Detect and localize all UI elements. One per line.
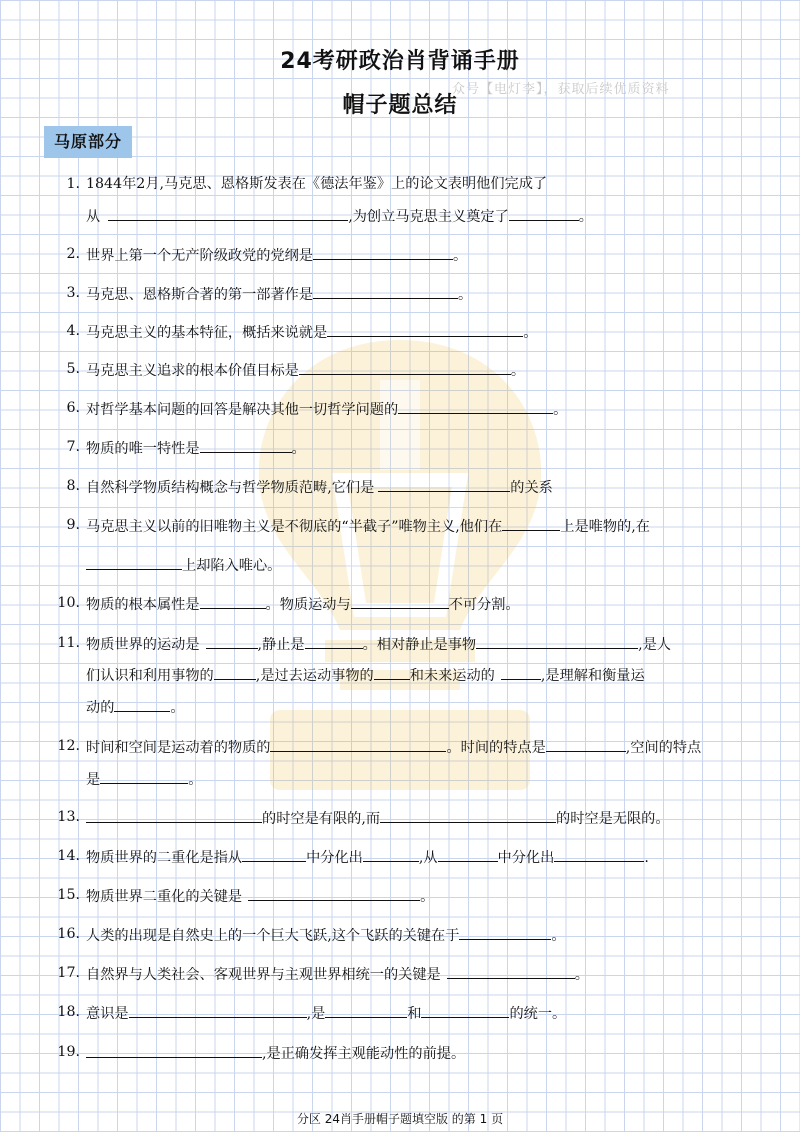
answer-blank[interactable] — [509, 204, 579, 221]
answer-blank[interactable] — [447, 962, 575, 979]
answer-blank[interactable] — [206, 632, 258, 649]
answer-blank[interactable] — [86, 553, 182, 570]
question-number: 1. — [66, 176, 80, 192]
answer-blank[interactable] — [214, 663, 256, 680]
answer-blank[interactable] — [305, 632, 363, 649]
answer-blank[interactable] — [108, 204, 348, 221]
answer-blank[interactable] — [248, 884, 420, 901]
answer-blank[interactable] — [129, 1001, 307, 1018]
answer-blank[interactable] — [380, 806, 556, 823]
answer-blank[interactable] — [270, 735, 446, 752]
document-title: 24考研政治肖背诵手册 — [280, 49, 520, 74]
document-subtitle: 帽子题总结 — [342, 93, 458, 118]
answer-blank[interactable] — [114, 695, 170, 712]
answer-blank[interactable] — [325, 1001, 407, 1018]
answer-blank[interactable] — [501, 663, 541, 680]
answer-blank[interactable] — [459, 923, 551, 940]
answer-blank[interactable] — [200, 592, 266, 609]
answer-blank[interactable] — [476, 632, 638, 649]
answer-blank[interactable] — [363, 845, 419, 862]
answer-blank[interactable] — [554, 845, 644, 862]
answer-blank[interactable] — [299, 358, 511, 375]
watermark-text: 众号【电灯李】，获取后续优质资料 — [452, 82, 670, 97]
answer-blank[interactable] — [546, 735, 626, 752]
answer-blank[interactable] — [242, 845, 306, 862]
answer-blank[interactable] — [313, 282, 458, 299]
answer-blank[interactable] — [86, 1041, 262, 1058]
answer-blank[interactable] — [438, 845, 498, 862]
answer-blank[interactable] — [502, 514, 560, 531]
answer-blank[interactable] — [398, 397, 553, 414]
document-page: 24考研政治肖背诵手册 帽子题总结 众号【电灯李】，获取后续优质资料 马原部分 1. 1844年2月,马克思、恩格斯发表在《德法年鉴》上的论文表明他们完成了 从 ,为创立马克思主义奠定了 。 2. 世界上第一个无产阶级政党的党纲是 。 3. 马克思、恩格斯合著的第一部著作是 。 4. 马克思主义的基本特征，概括来说就是 。 5. 马克思主义追求的根本价值目标是 。 6. 对哲学基本问题的回答是解决其他一切哲学问题的 。 7. 物质的唯一特性是 。 8. 自然科学物质结构概念与哲学物质范畴,它们是 的关系 9. 马克思主义以前的旧唯物主义是不彻底的“半截子”唯物主义,他们在 上是唯物的,在 上却陷入唯心。 10. 物质的根本属性是 。物质运动与 不可分割。 11. 物质世界的运动是 ,静止是 。相对静止是事物 ,是人 们认识和利用事物的 ,是过去运动事物的 和未来运动的 ,是理解和衡量运 动的 。 12. 时间和空间是运动着的物质的 。时间的特点是 ,空间的特点 是 。 13. 的时空是有限的,而 的时空是无限的。 14. 物质世界的二重化是指从 中分化出 ,从 中分化出 . 15. 物质世界二重化的关键是 。 16. 人类的出现是自然史上的一个巨大飞跃,这个飞跃的关键在于 。 17. 自然界与人类社会、客观世界与主观世界相统一的关键是 。 18. 意识是 ,是 和 的统一。 19. ,是正确发挥主观能动性的前提。 分区 24肖手册帽子题填空版 的第 1 页 — [0, 0, 800, 1132]
answer-blank[interactable] — [200, 436, 292, 453]
answer-blank[interactable] — [86, 806, 262, 823]
answer-blank[interactable] — [421, 1001, 509, 1018]
answer-blank[interactable] — [313, 243, 453, 260]
section-heading: 马原部分 — [44, 126, 132, 158]
page-footer: 分区 24肖手册帽子题填空版 的第 1 页 — [296, 1112, 504, 1126]
answer-blank[interactable] — [351, 592, 449, 609]
answer-blank[interactable] — [327, 320, 523, 337]
answer-blank[interactable] — [100, 767, 188, 784]
answer-blank[interactable] — [378, 475, 510, 492]
answer-blank[interactable] — [374, 663, 410, 680]
